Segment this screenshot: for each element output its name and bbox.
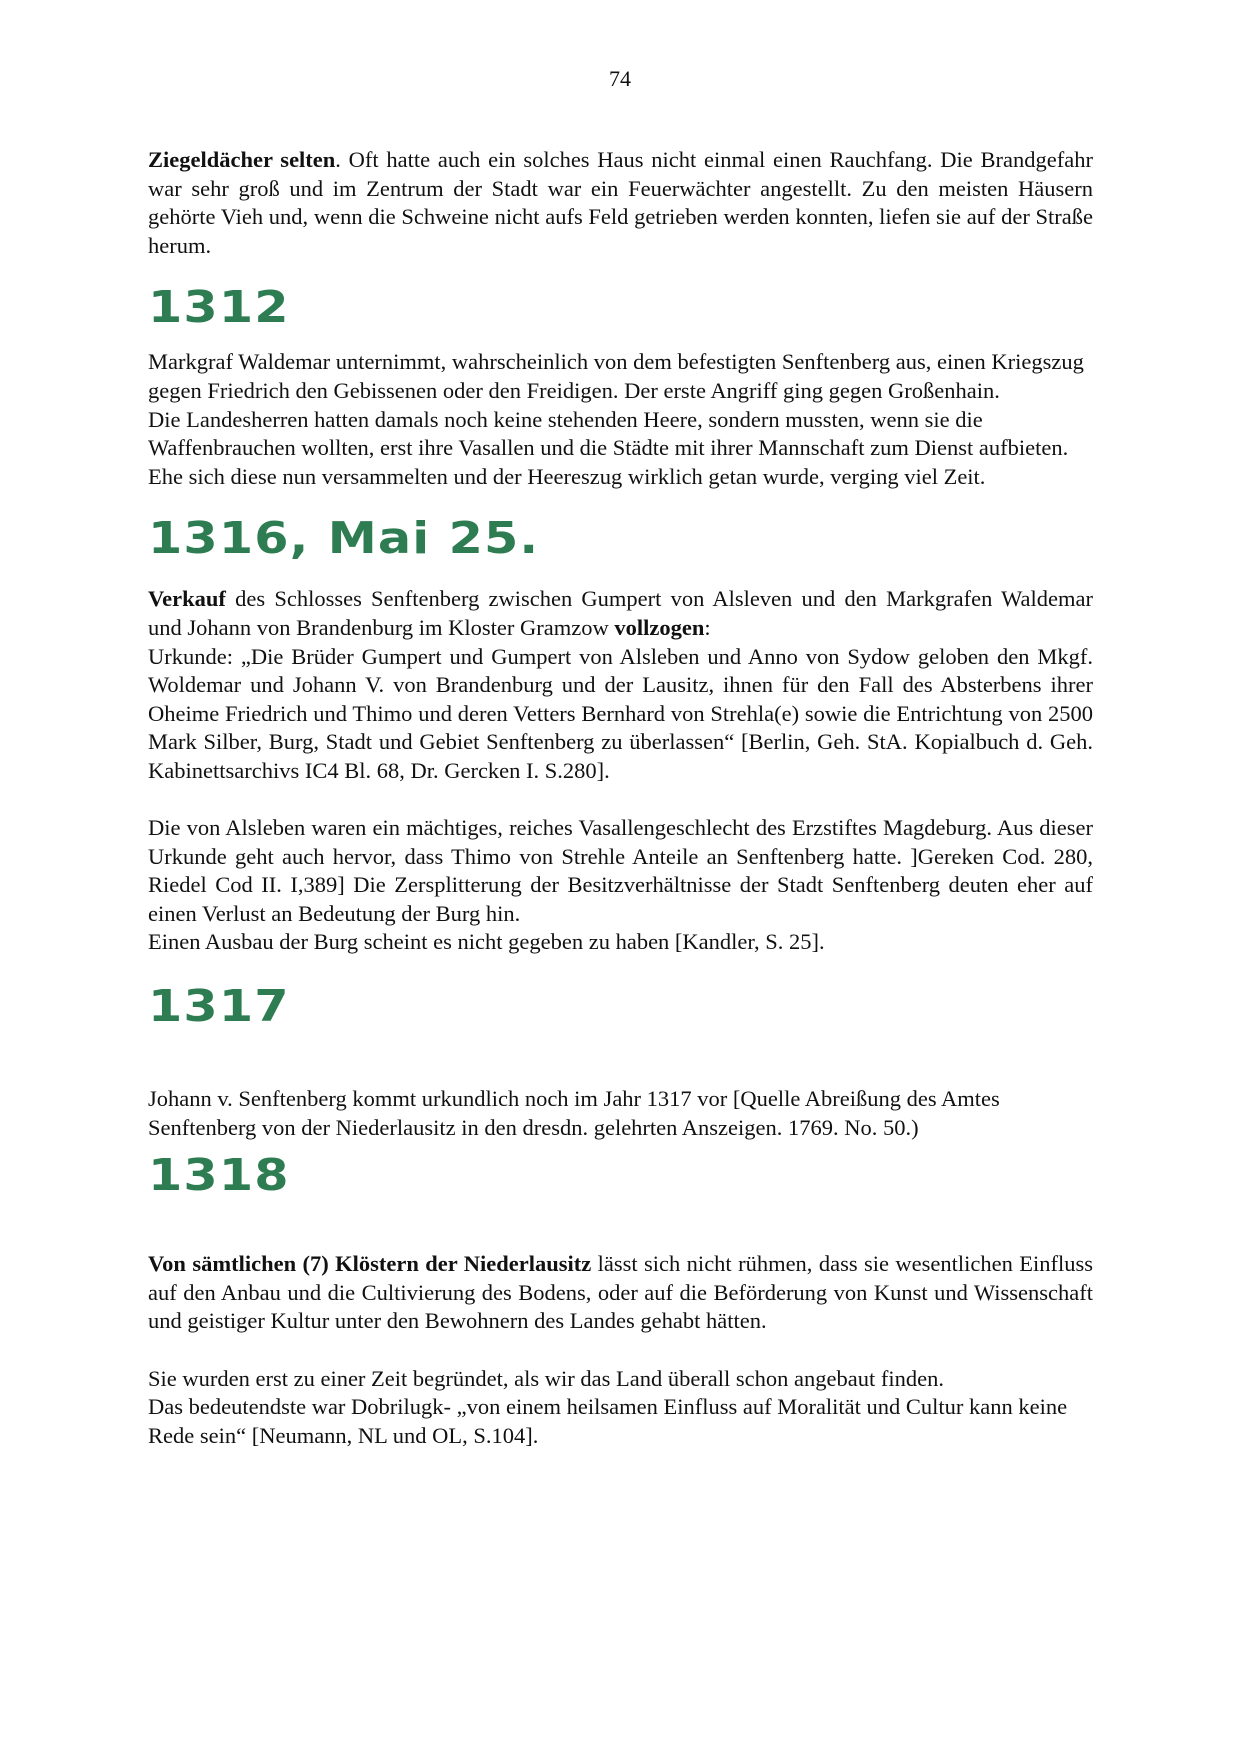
paragraph-1316-a-text: des Schlosses Senftenberg zwischen Gumpert von Alsleven und den Markgrafen Waldemar und Johann von Brandenburg im Kloster Gramzow — [148, 586, 1093, 640]
paragraph-1318-b: Sie wurden erst zu einer Zeit begründet, als wir das Land überall schon angebaut finden. — [148, 1365, 944, 1391]
paragraph-1316-urkunde: Urkunde: „Die Brüder Gumpert und Gumpert von Alsleben und Anno von Sydow geloben den Mkgf. Woldemar und Johann V. von Brandenburg und der Lausitz, ihnen für den Fall des Absterbens ihrer Oheime Friedrich und Thimo und deren Vetters Bernhard von Strehla(e) sowie die Entrichtung von 2500 Mark Silber, Burg, Stadt und Gebiet Senftenberg zu überlassen“ [Berlin, Geh. StA. Kopialbuch d. Geh. Kabinettsarchivs IC4 Bl. 68, Dr. Gercken I. S.280]. — [148, 643, 1093, 783]
page-content — [148, 146, 1093, 1450]
year-heading-1318: 1318 — [148, 1150, 290, 1202]
paragraph-1316-a — [148, 585, 1093, 642]
page-number: 74 — [609, 66, 631, 91]
bold-kloester: Von sämtlichen (7) Klöstern der Niederlausitz — [148, 1251, 592, 1277]
paragraph-1316-ausbau: Einen Ausbau der Burg scheint es nicht gegeben zu haben [Kandler, S. 25]. — [148, 929, 825, 955]
year-heading-1317: 1317 — [148, 981, 290, 1033]
paragraph-1316-alsleben: Die von Alsleben waren ein mächtiges, reiches Vasallengeschlecht des Erzstiftes Magdeburg. Aus dieser Urkunde geht auch hervor, dass Thimo von Strehle Anteile an Senftenberg hatte. ]Gereken Cod. 280, Riedel Cod II. I,389] Die Zersplitterung der Besitzverhältnisse der Stadt Senftenberg deuten eher auf einen Verlust an Bedeutung der Burg hin. — [148, 815, 1093, 926]
paragraph-1312-b: Die Landesherren hatten damals noch keine stehenden Heere, sondern mussten, wenn sie die Waffenbrauchen wollten, erst ihre Vasallen und die Städte mit ihrer Mannschaft zum Dienst aufbieten. Ehe sich diese nun versammelten und der Heereszug wirklich getan wurde, verging viel Zeit. — [148, 406, 1069, 489]
year-heading-1312: 1312 — [148, 282, 290, 334]
bold-vollzogen: vollzogen — [614, 614, 705, 640]
year-heading-1316: 1316, Mai 25. — [148, 513, 540, 565]
intro-paragraph — [148, 146, 1093, 260]
paragraph-1316-a-colon: : — [704, 614, 711, 640]
bold-verkauf: Verkauf — [148, 586, 226, 612]
intro-bold: Ziegeldächer selten — [148, 147, 336, 172]
paragraph-1318-a — [148, 1250, 1093, 1336]
paragraph-1312-a: Markgraf Waldemar unternimmt, wahrscheinlich von dem befestigten Senftenberg aus, einen Kriegszug gegen Friedrich den Gebissenen oder den Freidigen. Der erste Angriff ging gegen Großenhain. — [148, 349, 1084, 403]
paragraph-1318-c: Das bedeutendste war Dobrilugk- „von einem heilsamen Einfluss auf Moralität und Cultur kann keine Rede sein“ [Neumann, NL und OL, S.104]. — [148, 1394, 1068, 1448]
paragraph-1317: Johann v. Senftenberg kommt urkundlich noch im Jahr 1317 vor [Quelle Abreißung des Amtes Senftenberg von der Niederlausitz in den dresdn. gelehrten Anszeigen. 1769. No. 50.) — [148, 1086, 1000, 1140]
intro-text: . Oft hatte auch ein solches Haus nicht einmal einen Rauchfang. Die Brandgefahr war sehr groß und im Zentrum der Stadt war ein Feuerwächter angestellt. Zu den meisten Häusern gehörte Vieh und, wenn die Schweine nicht aufs Feld getrieben werden konnten, liefen sie auf der Straße herum. — [148, 147, 1093, 258]
paragraph-1318-a-text: lässt sich nicht rühmen, dass sie wesentlichen Einfluss auf den Anbau und die Cultivierung des Bodens, oder auf die Beförderung von Kunst und Wissenschaft und geistiger Kultur unter den Bewohnern des Landes gehabt hätten. — [148, 1251, 1093, 1334]
